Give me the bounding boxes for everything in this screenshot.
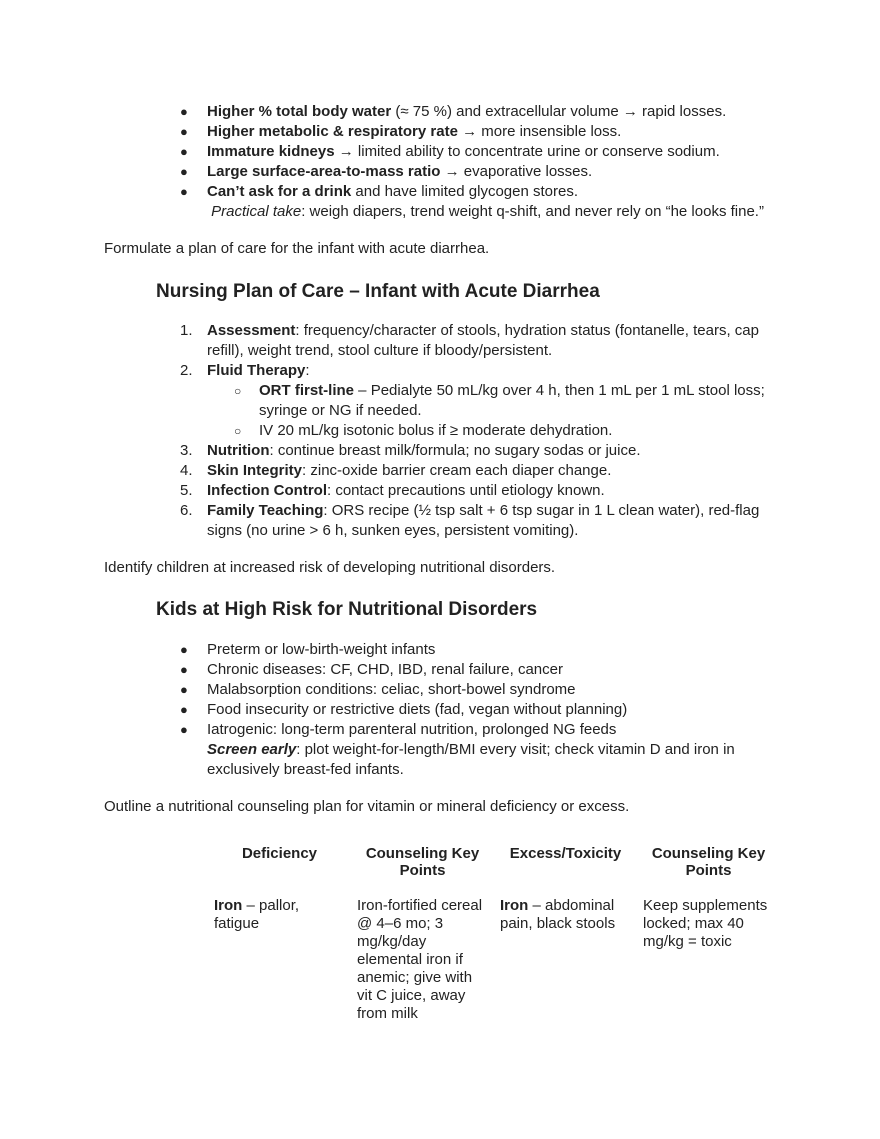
- prompt-text: Formulate a plan of care for the infant with acute diarrhea.: [104, 240, 490, 257]
- infant-risk-list: [180, 102, 800, 222]
- section-heading: Kids at High Risk for Nutritional Disorders: [156, 599, 538, 620]
- list-item: ● Chronic diseases: CF, CHD, IBD, renal failure, cancer: [180, 660, 800, 680]
- high-risk-list: [180, 640, 800, 780]
- list-item: ● Immature kidneys → limited ability to concentrate urine or conserve sodium.: [180, 142, 800, 162]
- list-item: ○ IV 20 mL/kg isotonic bolus if ≥ moderate dehydration.: [234, 421, 780, 441]
- list-item: 5. Infection Control: contact precautions until etiology known.: [180, 482, 605, 499]
- counseling-table: [208, 845, 780, 1023]
- column-header: Excess/Toxicity: [509, 845, 622, 862]
- section-heading: Nursing Plan of Care – Infant with Acute Diarrhea: [156, 281, 600, 302]
- column-header: Deficiency: [241, 845, 318, 862]
- screen-early-note: Screen early: plot weight-for-length/BMI every visit; check vitamin D and iron in exclusively breast-fed infants.: [207, 741, 735, 778]
- table-cell: Iron – abdominal pain, black stools: [500, 897, 616, 932]
- prompt-text: Outline a nutritional counseling plan for vitamin or mineral deficiency or excess.: [104, 798, 630, 815]
- list-item: ● Malabsorption conditions: celiac, short-bowel syndrome: [180, 680, 800, 700]
- list-item: ● Iatrogenic: long-term parenteral nutrition, prolonged NG feeds Screen early: plot weight-for-length/BMI every visit; check vitamin D and iron in exclusively breast-fed infants.: [180, 720, 800, 780]
- list-item: 6. Family Teaching: ORS recipe (½ tsp salt + 6 tsp sugar in 1 L clean water), red-flag signs (no urine > 6 h, sunken eyes, persistent vomiting).: [180, 502, 760, 539]
- list-item: 2. Fluid Therapy: ○ ORT first-line – Pedialyte 50 mL/kg over 4 h, then 1 mL per 1 mL stool loss; syringe or NG if needed. ○ IV 20 mL/kg isotonic bolus if ≥ moderate dehydration.: [180, 361, 780, 441]
- list-item: 3. Nutrition: continue breast milk/formula; no sugary sodas or juice.: [180, 442, 641, 459]
- list-item: ● Preterm or low-birth-weight infants: [180, 640, 800, 660]
- fluid-therapy-sublist: [207, 381, 780, 441]
- list-item: ● Food insecurity or restrictive diets (fad, vegan without planning): [180, 700, 800, 720]
- table-cell: Iron – pallor, fatigue: [214, 897, 300, 932]
- list-item: 4. Skin Integrity: zinc-oxide barrier cream each diaper change.: [180, 462, 612, 479]
- care-plan-list: [180, 321, 780, 541]
- practical-take-note: Practical take: weigh diapers, trend weight q-shift, and never rely on “he looks fine.”: [211, 203, 764, 220]
- list-item: ○ ORT first-line – Pedialyte 50 mL/kg over 4 h, then 1 mL per 1 mL stool loss; syringe or NG if needed.: [234, 381, 780, 421]
- column-header: Counseling Key Points: [651, 845, 766, 879]
- list-item: ● Can’t ask for a drink and have limited glycogen stores. Practical take: weigh diapers, trend weight q-shift, and never rely on “he looks fine.”: [180, 182, 800, 222]
- list-item: ● Higher metabolic & respiratory rate → more insensible loss.: [180, 122, 800, 142]
- prompt-text: Identify children at increased risk of developing nutritional disorders.: [104, 559, 556, 576]
- table-cell: Keep supplements locked; max 40 mg/kg = toxic: [643, 897, 768, 950]
- list-item: ● Large surface-area-to-mass ratio → evaporative losses.: [180, 162, 800, 182]
- table-header-row: [208, 845, 780, 897]
- list-item: ● Higher % total body water (≈ 75 %) and extracellular volume → rapid losses.: [180, 102, 800, 122]
- column-header: Counseling Key Points: [365, 845, 480, 879]
- table-row: [208, 897, 780, 1023]
- list-item: 1. Assessment: frequency/character of stools, hydration status (fontanelle, tears, cap refill), weight trend, stool culture if bloody/persistent.: [180, 322, 759, 359]
- table-cell: Iron-fortified cereal @ 4–6 mo; 3 mg/kg/day elemental iron if anemic; give with vit C juice, away from milk: [357, 897, 483, 1022]
